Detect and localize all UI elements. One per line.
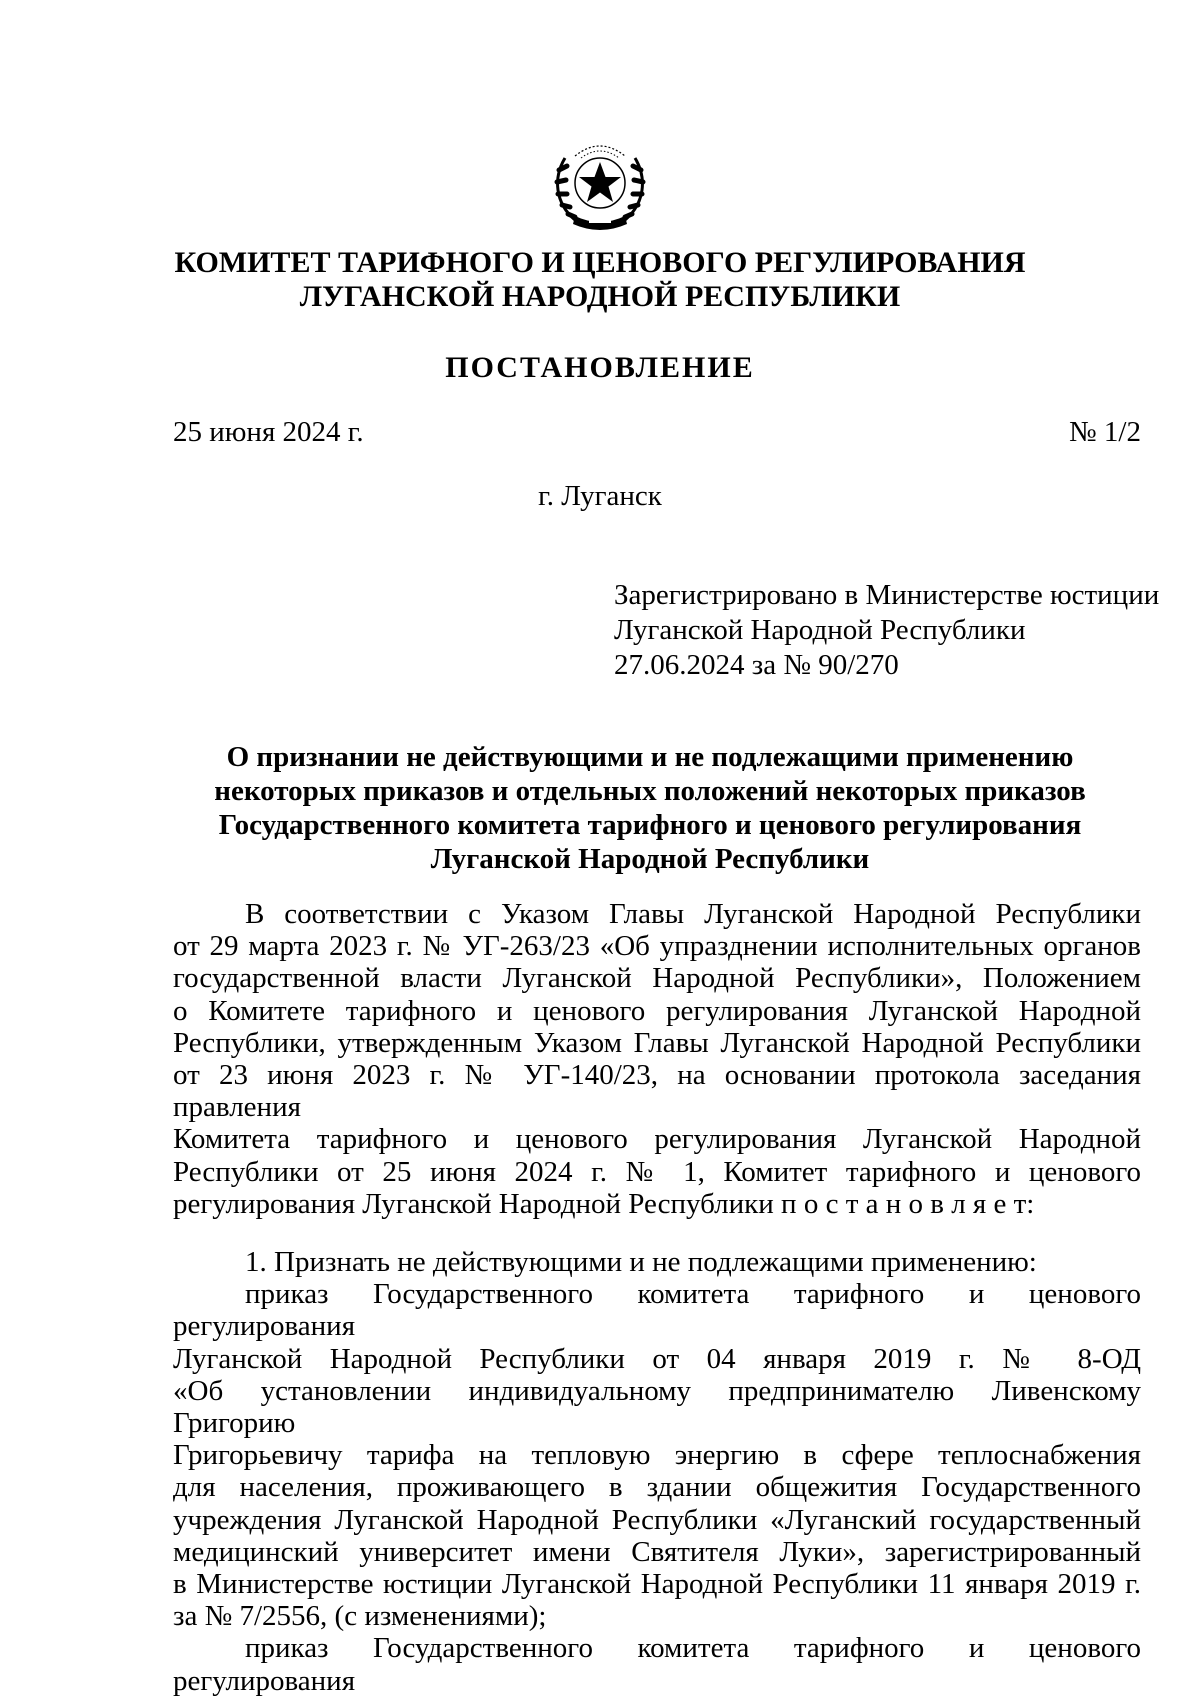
body-line: [173, 1188, 1141, 1220]
document-body: [173, 898, 1141, 1697]
body-line: от 23 июня 2023 г. № УГ-140/23, на основании протокола заседания правления: [173, 1059, 1141, 1124]
document-number: № 1/2: [1069, 416, 1141, 448]
subject-line: Луганской Народной Республики: [430, 843, 870, 875]
body-line: государственной власти Луганской Народной Республики», Положением: [173, 962, 1141, 995]
body-line: Луганской Народной Республики от 04 января 2019 г. № 8-ОД: [173, 1342, 1141, 1375]
registration-line: Луганской Народной Республики: [614, 614, 1026, 646]
document-date: 25 июня 2024 г.: [173, 416, 364, 448]
document-subject: [150, 740, 1150, 876]
document-type: ПОСТАНОВЛЕНИЕ: [445, 351, 755, 384]
body-line: для населения, проживающего в здании общежития Государственного: [173, 1471, 1141, 1504]
body-line: Комитета тарифного и ценового регулирования Луганской Народной: [173, 1123, 1141, 1156]
subject-line: Государственного комитета тарифного и ценового регулирования: [218, 809, 1082, 841]
registration-note: [614, 578, 1174, 683]
body-line: о Комитете тарифного и ценового регулирования Луганской Народной: [173, 994, 1141, 1027]
body-line: В соответствии с Указом Главы Луганской Народной Республики: [245, 898, 1141, 930]
body-line: от 29 марта 2023 г. № УГ-263/23 «Об упразднении исполнительных органов: [173, 930, 1141, 963]
decree-word: п о с т а н о в л я е т:: [781, 1187, 1035, 1220]
organization-title: [0, 246, 1200, 314]
body-line: медицинский университет имени Святителя Луки», зарегистрированный: [173, 1535, 1141, 1568]
body-line: Республики, утвержденным Указом Главы Луганской Народной Республики: [173, 1026, 1141, 1059]
body-line: Республики от 25 июня 2024 г. № 1, Комитет тарифного и ценового: [173, 1155, 1141, 1188]
registration-line: Зарегистрировано в Министерстве юстиции: [614, 579, 1160, 611]
body-line: за № 7/2556, (с изменениями);: [173, 1600, 547, 1633]
item-title: 1. Признать не действующими и не подлежащими применению:: [245, 1246, 1037, 1279]
subject-line: О признании не действующими и не подлежащими применению: [226, 741, 1074, 773]
body-line: учреждения Луганской Народной Республики «Луганский государственный: [173, 1503, 1141, 1536]
body-line: приказ Государственного комитета тарифного и ценового регулирования: [173, 1632, 1141, 1697]
body-line: Григорьевичу тарифа на тепловую энергию в сфере теплоснабжения: [173, 1439, 1141, 1472]
date-number-line: [173, 414, 1141, 450]
organization-title-line: КОМИТЕТ ТАРИФНОГО И ЦЕНОВОГО РЕГУЛИРОВАНИЯ: [174, 246, 1026, 279]
document-city: г. Луганск: [538, 480, 662, 512]
body-line: «Об установлении индивидуальному предпринимателю Ливенскому Григорию: [173, 1374, 1141, 1440]
organization-title-line: ЛУГАНСКОЙ НАРОДНОЙ РЕСПУБЛИКИ: [299, 280, 901, 313]
body-line: в Министерстве юстиции Луганской Народной Республики 11 января 2019 г.: [173, 1568, 1141, 1601]
body-text: регулирования Луганской Народной Республики: [173, 1187, 774, 1220]
registration-line: 27.06.2024 за № 90/270: [614, 649, 899, 681]
body-line: приказ Государственного комитета тарифного и ценового регулирования: [173, 1278, 1141, 1343]
subject-line: некоторых приказов и отдельных положений некоторых приказов: [214, 775, 1086, 807]
lnr-coat-of-arms-icon: [545, 128, 655, 238]
